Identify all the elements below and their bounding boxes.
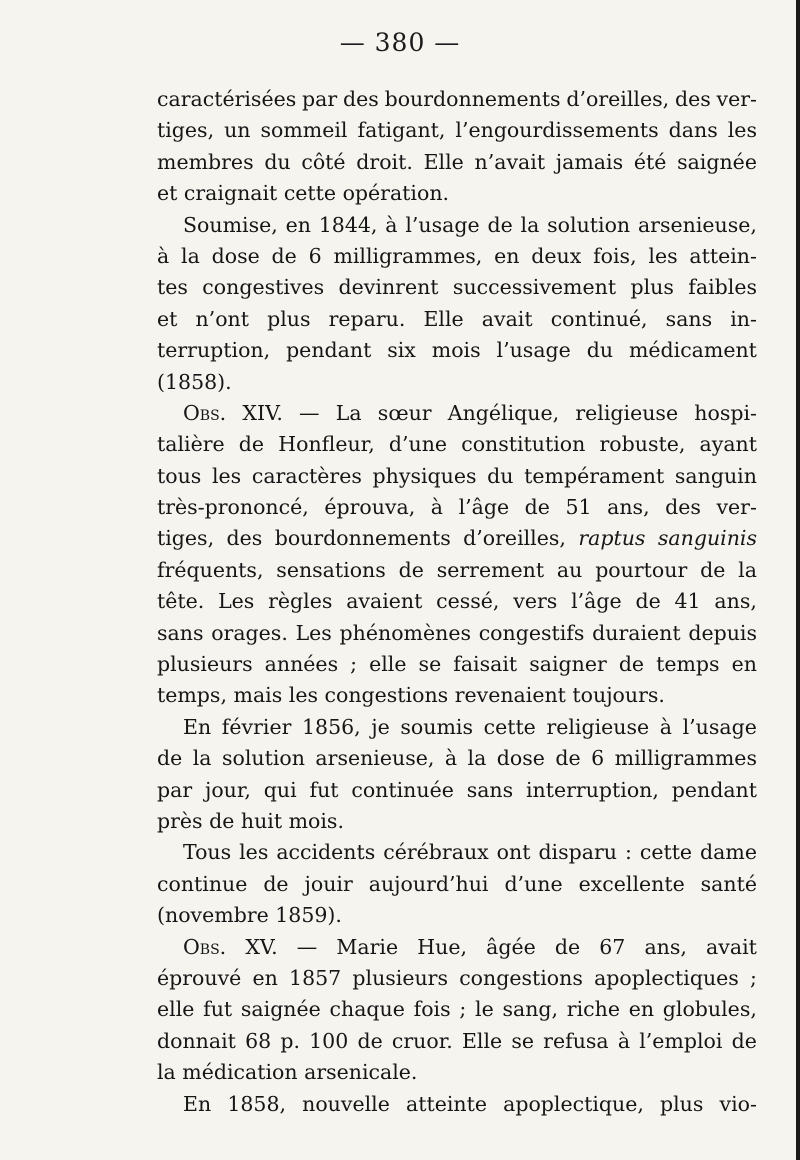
- text-line: Tous les accidents cérébraux ont disparu : cette dame: [183, 840, 757, 865]
- text-line: En février 1856, je soumis cette religieuse à l’usage: [183, 714, 757, 739]
- text-line: et n’ont plus reparu. Elle avait continué, sans in-: [157, 306, 757, 331]
- text-line: de la solution arsenieuse, à la dose de 6 milligrammes: [157, 746, 757, 771]
- text-line: elle fut saignée chaque fois ; le sang, riche en globules,: [157, 997, 757, 1022]
- text-line: donnait 68 p. 100 de cruor. Elle se refusa à l’emploi de: [157, 1028, 757, 1053]
- text-line: tiges, un sommeil fatigant, l’engourdissements dans les: [157, 118, 757, 143]
- text-line: sans orages. Les phénomènes congestifs duraient depuis: [157, 620, 757, 645]
- text-line: (novembre 1859).: [157, 903, 342, 928]
- text-line: (1858).: [157, 369, 232, 394]
- text-line: éprouvé en 1857 plusieurs congestions apoplectiques ;: [157, 965, 757, 990]
- text-line: la médication arsenicale.: [157, 1060, 418, 1085]
- text-line: terruption, pendant six mois l’usage du médicament: [157, 338, 757, 363]
- text-line: tes congestives devinrent successivement plus faibles: [157, 275, 757, 300]
- page-number: — 380 —: [339, 28, 461, 57]
- text-line: très-prononcé, éprouva, à l’âge de 51 ans, des ver-: [157, 495, 757, 520]
- page-edge-shadow: [796, 0, 800, 1160]
- text-line: tiges, des bourdonnements d’oreilles, raptus sanguinis: [157, 526, 757, 551]
- text-line: près de huit mois.: [157, 808, 344, 833]
- body-text: [157, 84, 757, 1120]
- text-line: Obs. XIV. — La sœur Angélique, religieuse hospi-: [183, 400, 757, 425]
- text-line: et craignait cette opération.: [157, 181, 450, 206]
- text-line: Obs. XV. — Marie Hue, âgée de 67 ans, avait: [183, 934, 757, 959]
- text-line: Soumise, en 1844, à l’usage de la solution arsenieuse,: [183, 212, 757, 237]
- text-line: continue de jouir aujourd’hui d’une excellente santé: [157, 871, 757, 896]
- text-line: tous les caractères physiques du tempérament sanguin: [157, 463, 757, 488]
- text-line: caractérisées par des bourdonnements d’oreilles, des ver-: [157, 87, 757, 111]
- text-line: par jour, qui fut continuée sans interruption, pendant: [157, 777, 757, 802]
- text-line: talière de Honfleur, d’une constitution robuste, ayant: [157, 432, 757, 457]
- text-line: fréquents, sensations de serrement au pourtour de la: [157, 557, 757, 582]
- text-line: En 1858, nouvelle atteinte apoplectique, plus vio-: [183, 1091, 757, 1116]
- text-line: temps, mais les congestions revenaient toujours.: [157, 683, 665, 708]
- text-line: à la dose de 6 milligrammes, en deux fois, les attein-: [157, 243, 757, 268]
- text-line: membres du côté droit. Elle n’avait jamais été saignée: [157, 149, 757, 174]
- text-line: tête. Les règles avaient cessé, vers l’âge de 41 ans,: [157, 589, 757, 614]
- text-line: plusieurs années ; elle se faisait saigner de temps en: [157, 652, 757, 677]
